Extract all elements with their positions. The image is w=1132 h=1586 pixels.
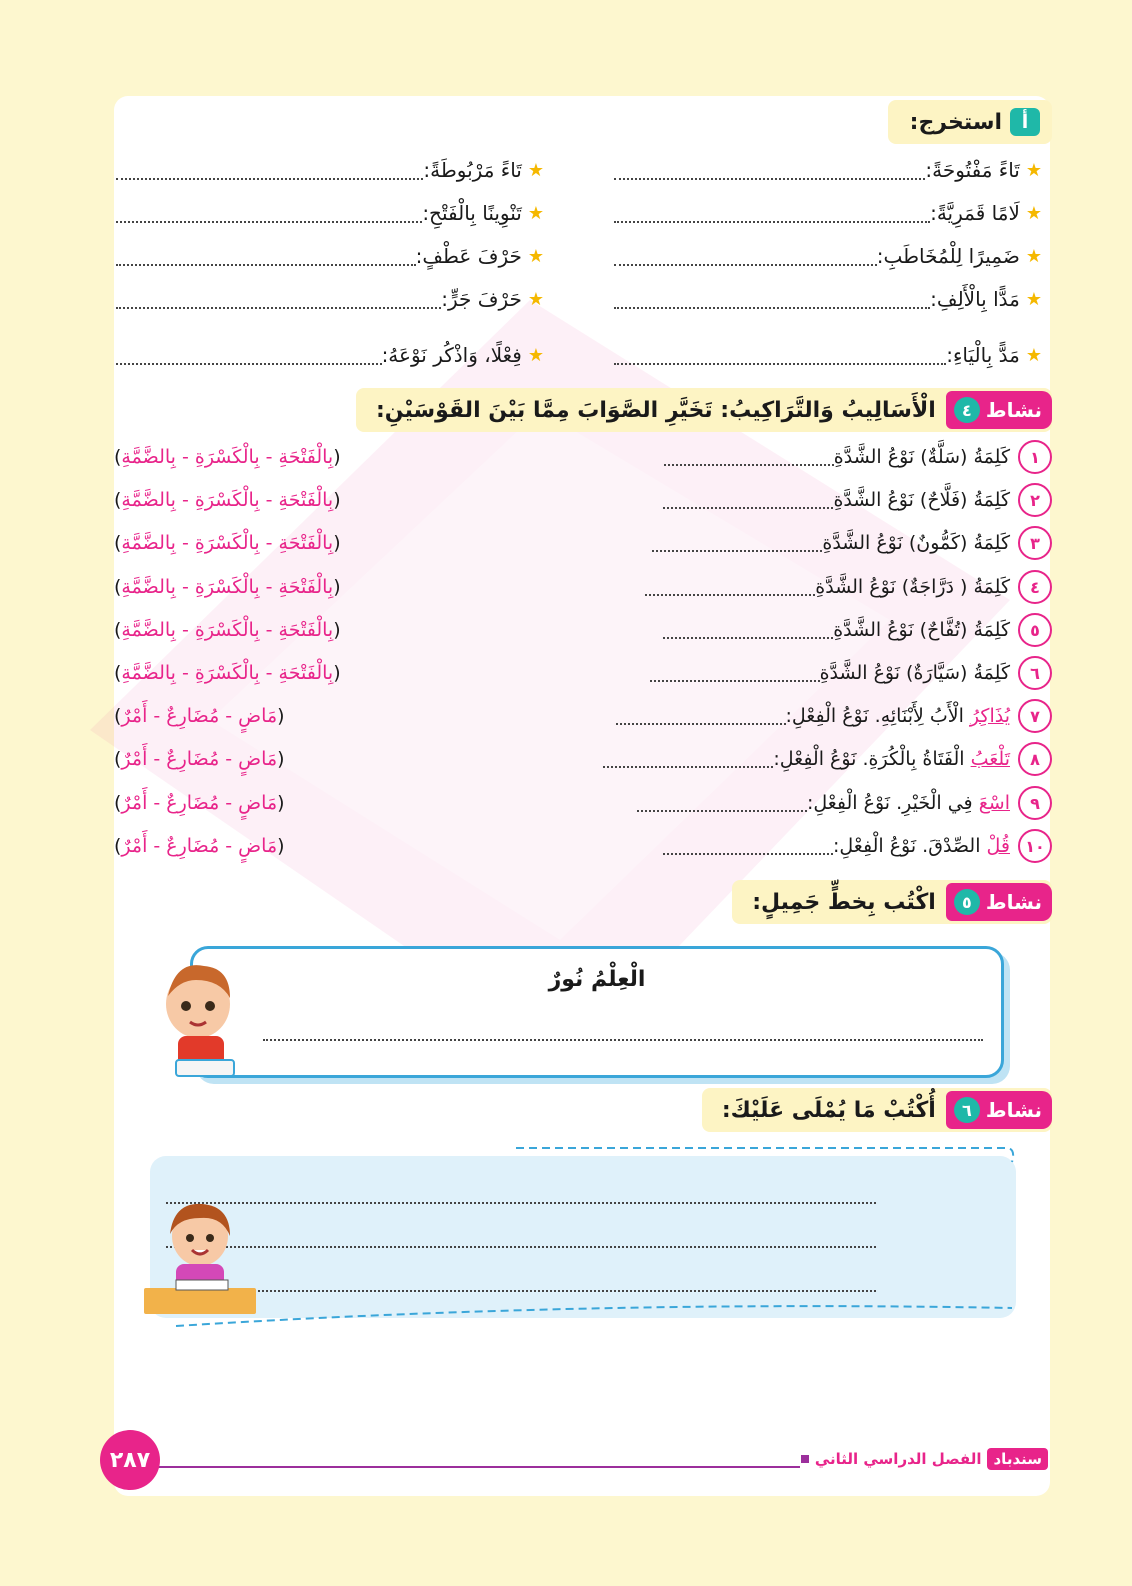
question-number: ٧ <box>1018 699 1052 733</box>
question-text: كَلِمَةُ (كَمُّونٌ) نَوْعُ الشَّدَّةِ <box>822 532 1010 554</box>
choice-text: بِالْفَتْحَةِ - بِالْكَسْرَةِ - بِالضَّمَّةِ <box>121 619 334 641</box>
question-verb: يُذَاكِرُ <box>969 705 1010 727</box>
extract-item: ★ تَاءً مَفْتُوحَةً: <box>614 152 1042 188</box>
answer-line[interactable] <box>645 594 815 596</box>
extract-item: ★ مَدًّا بِالْأَلِفِ: <box>614 281 1042 317</box>
dashed-frame <box>156 1140 1026 1330</box>
question-text: كَلِمَةُ (فَلَّاحٌ) نَوْعُ الشَّدَّةِ <box>833 489 1010 511</box>
activity5-tag: نشاط ٥ <box>946 883 1052 921</box>
section-a-title: استخرج: <box>909 109 1002 135</box>
answer-line[interactable] <box>664 464 834 466</box>
choice-text: مَاضٍ - مُضَارِعٌ - أَمْرٌ <box>121 792 278 814</box>
question-row <box>663 480 1052 520</box>
choice-text: بِالْفَتْحَةِ - بِالْكَسْرَةِ - بِالضَّمَّةِ <box>121 662 334 684</box>
question-number: ١٠ <box>1018 829 1052 863</box>
choice-options[interactable] <box>114 653 341 693</box>
choice-options[interactable] <box>114 783 285 823</box>
question-row <box>650 653 1052 693</box>
choice-options[interactable] <box>114 826 285 866</box>
answer-line[interactable] <box>614 264 877 266</box>
open-paren: ( <box>277 748 285 770</box>
question-text: الْأَبُ لِأَبْنَائِهِ. نَوْعُ الْفِعْلِ: <box>785 705 970 727</box>
question-number: ٨ <box>1018 742 1052 776</box>
handwriting-phrase: الْعِلْمُ نُورٌ <box>548 967 646 992</box>
question-row <box>616 696 1052 736</box>
answer-line[interactable] <box>663 507 833 509</box>
answer-line[interactable] <box>650 680 820 682</box>
answer-line[interactable] <box>116 363 382 365</box>
question-row <box>663 826 1052 866</box>
star-icon: ★ <box>1025 288 1042 310</box>
answer-line[interactable] <box>637 810 807 812</box>
extract-item: ★ تَنْوِينًا بِالْفَتْحِ: <box>116 195 544 231</box>
open-paren: ( <box>333 662 341 684</box>
question-text: الْفَتَاةُ بِالْكُرَةِ. نَوْعُ الْفِعْلِ: <box>773 748 971 770</box>
question-number: ٩ <box>1018 786 1052 820</box>
answer-line[interactable] <box>614 363 946 365</box>
close-paren: ) <box>114 619 122 641</box>
open-paren: ( <box>333 619 341 641</box>
extract-item: ★ فِعْلًا، وَاذْكُر نَوْعَهُ: <box>116 337 544 373</box>
answer-line[interactable] <box>614 307 930 309</box>
answer-line[interactable] <box>116 307 441 309</box>
question-number: ٣ <box>1018 526 1052 560</box>
question-verb: قُلْ <box>986 835 1010 857</box>
girl-writing-illustration <box>140 1196 260 1316</box>
activity4-header <box>356 388 1052 432</box>
star-icon: ★ <box>1025 202 1042 224</box>
choice-text: بِالْفَتْحَةِ - بِالْكَسْرَةِ - بِالضَّمَّةِ <box>121 576 334 598</box>
star-icon: ★ <box>527 288 544 310</box>
extract-item: ★ ضَمِيرًا لِلْمُخَاطَبِ: <box>614 238 1042 274</box>
star-icon: ★ <box>1025 245 1042 267</box>
answer-line[interactable] <box>614 221 930 223</box>
activity4-number: ٤ <box>954 397 980 423</box>
footer-brand: سندباد <box>987 1448 1048 1470</box>
open-paren: ( <box>333 489 341 511</box>
activity4-title: الْأَسَالِيبُ وَالتَّرَاكِيبُ: تَخَيَّرِ الصَّوَابَ مِمَّا بَيْنَ القَوْسَيْنِ: <box>375 397 936 423</box>
star-icon: ★ <box>1025 159 1042 181</box>
open-paren: ( <box>333 576 341 598</box>
question-text: كَلِمَةُ (سَيَّارَةٌ) نَوْعُ الشَّدَّةِ <box>819 662 1010 684</box>
choice-options[interactable] <box>114 567 341 607</box>
choice-options[interactable] <box>114 696 285 736</box>
open-paren: ( <box>333 446 341 468</box>
activity6-header <box>702 1088 1052 1132</box>
question-text: فِي الْخَيْرِ. نَوْعُ الْفِعْلِ: <box>806 792 979 814</box>
extract-item: ★ حَرْفَ جَرٍّ: <box>116 281 544 317</box>
handwriting-line[interactable] <box>263 1039 983 1041</box>
footer-bullet <box>801 1455 809 1463</box>
answer-line[interactable] <box>116 221 422 223</box>
footer-divider <box>150 1466 800 1468</box>
choice-text: بِالْفَتْحَةِ - بِالْكَسْرَةِ - بِالضَّمَّةِ <box>121 532 334 554</box>
extract-item: ★ مَدًّ بِالْيَاءِ: <box>614 337 1042 373</box>
handwriting-box <box>190 946 1004 1078</box>
open-paren: ( <box>277 835 285 857</box>
answer-line[interactable] <box>663 637 833 639</box>
boy-reading-illustration <box>156 956 246 1086</box>
question-text: كَلِمَةُ ( دَرَّاجَةٌ) نَوْعُ الشَّدَّةِ <box>815 576 1010 598</box>
question-number: ٥ <box>1018 613 1052 647</box>
choice-text: بِالْفَتْحَةِ - بِالْكَسْرَةِ - بِالضَّمَّةِ <box>121 489 334 511</box>
section-a-header <box>888 100 1052 144</box>
question-text: كَلِمَةُ (سَلَّةٌ) نَوْعُ الشَّدَّةِ <box>833 446 1010 468</box>
question-number: ٤ <box>1018 570 1052 604</box>
page-number: ٢٨٧ <box>100 1430 160 1490</box>
question-row <box>664 437 1052 477</box>
answer-line[interactable] <box>116 264 416 266</box>
activity5-header <box>732 880 1052 924</box>
answer-line[interactable] <box>663 853 833 855</box>
question-verb: تَلْعَبُ <box>970 748 1010 770</box>
open-paren: ( <box>333 532 341 554</box>
activity6-number: ٦ <box>954 1097 980 1123</box>
choice-text: مَاضٍ - مُضَارِعٌ - أَمْرٌ <box>121 835 278 857</box>
activity6-tag: نشاط ٦ <box>946 1091 1052 1129</box>
choice-options[interactable] <box>114 610 341 650</box>
choice-text: بِالْفَتْحَةِ - بِالْكَسْرَةِ - بِالضَّمَّةِ <box>121 446 334 468</box>
extract-item: ★ تَاءً مَرْبُوطَةً: <box>116 152 544 188</box>
star-icon: ★ <box>527 159 544 181</box>
close-paren: ) <box>114 835 122 857</box>
question-number: ٢ <box>1018 483 1052 517</box>
footer-term: الفصل الدراسي الثاني <box>814 1450 982 1468</box>
choice-text: مَاضٍ - مُضَارِعٌ - أَمْرٌ <box>121 748 278 770</box>
activity4-tag: نشاط ٤ <box>946 391 1052 429</box>
choice-text: مَاضٍ - مُضَارِعٌ - أَمْرٌ <box>121 705 278 727</box>
choice-options[interactable] <box>114 523 341 563</box>
question-text: الصِّدْقَ. نَوْعُ الْفِعْلِ: <box>833 835 987 857</box>
close-paren: ) <box>114 532 122 554</box>
close-paren: ) <box>114 576 122 598</box>
star-icon: ★ <box>527 202 544 224</box>
question-number: ١ <box>1018 440 1052 474</box>
close-paren: ) <box>114 446 122 468</box>
activity5-number: ٥ <box>954 889 980 915</box>
star-icon: ★ <box>527 245 544 267</box>
answer-line[interactable] <box>614 178 925 180</box>
question-row <box>652 523 1052 563</box>
question-number: ٦ <box>1018 656 1052 690</box>
footer-label <box>801 1448 1048 1470</box>
answer-line[interactable] <box>116 178 423 180</box>
close-paren: ) <box>114 792 122 814</box>
star-icon: ★ <box>527 344 544 366</box>
section-a-badge: أ <box>1010 108 1040 136</box>
question-row <box>637 783 1052 823</box>
question-row <box>603 739 1052 779</box>
answer-line[interactable] <box>603 766 773 768</box>
question-verb: اسْعَ <box>978 792 1010 814</box>
extract-item: ★ لَامًا قَمَرِيَّةً: <box>614 195 1042 231</box>
answer-line[interactable] <box>652 550 822 552</box>
close-paren: ) <box>114 489 122 511</box>
close-paren: ) <box>114 662 122 684</box>
question-text: كَلِمَةُ (تُفَّاحٌ) نَوْعُ الشَّدَّةِ <box>833 619 1010 641</box>
choice-options[interactable] <box>114 480 341 520</box>
activity5-title: اكْتُب بِخطٍّ جَمِيلٍ: <box>752 889 936 915</box>
question-row <box>663 610 1052 650</box>
answer-line[interactable] <box>616 723 786 725</box>
star-icon: ★ <box>1025 344 1042 366</box>
question-row <box>645 567 1052 607</box>
choice-options[interactable] <box>114 437 341 477</box>
choice-options[interactable] <box>114 739 285 779</box>
open-paren: ( <box>277 792 285 814</box>
activity6-title: أُكْتُبْ مَا يُمْلَى عَلَيْكَ: <box>721 1097 936 1123</box>
close-paren: ) <box>114 748 122 770</box>
close-paren: ) <box>114 705 122 727</box>
extract-item: ★ حَرْفَ عَطْفٍ: <box>116 238 544 274</box>
open-paren: ( <box>277 705 285 727</box>
